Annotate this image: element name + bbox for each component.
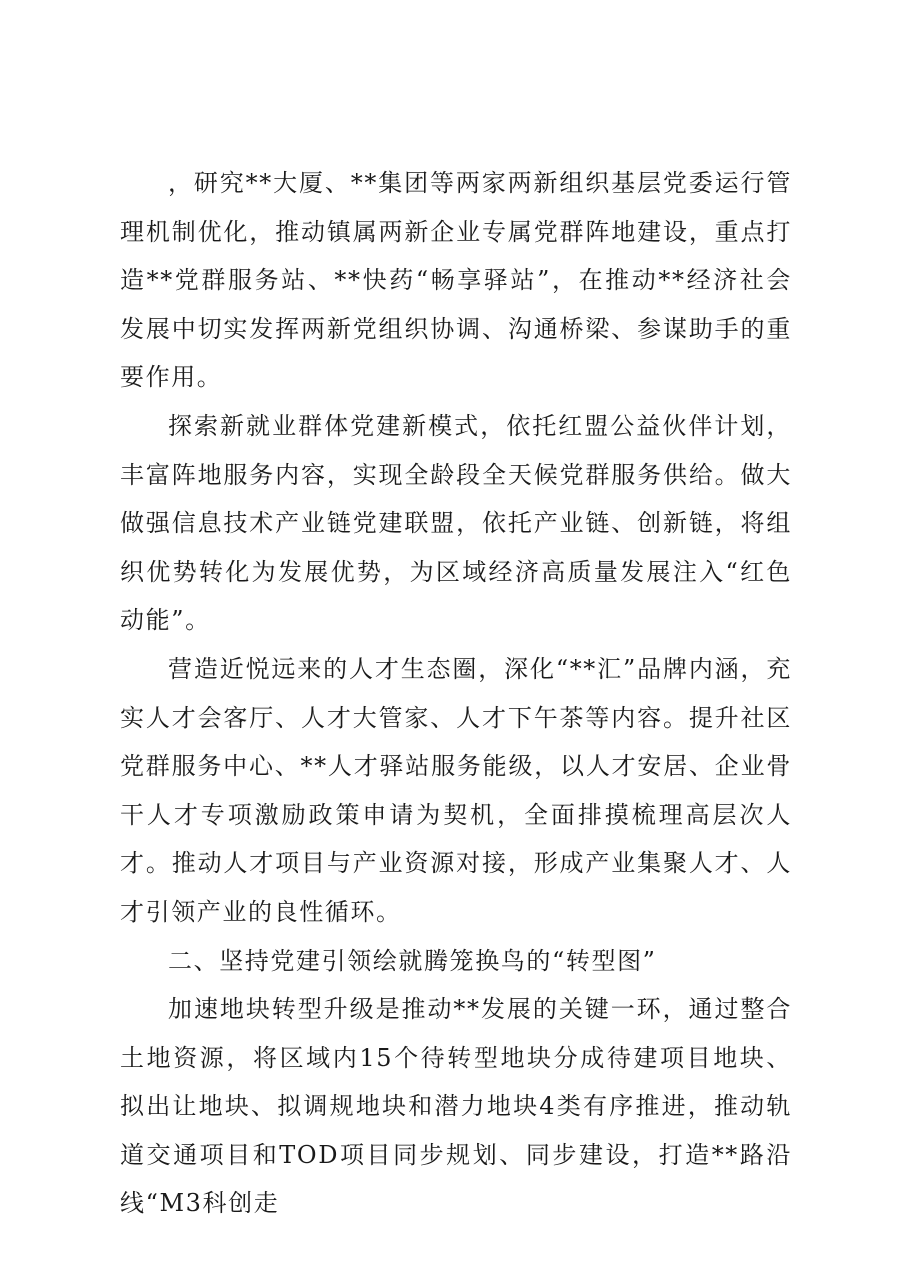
paragraph-talent-ecosystem: 营造近悦远来的人才生态圈，深化“**汇”品牌内涵，充实人才会客厅、人才大管家、人才下午茶等内容。提升社区党群服务中心、**人才驿站服务能级，以人才安居、企业骨干人才专项激励政策申请为契机，全面排摸梳理高层次人才。推动人才项目与产业资源对接，形成产业集聚人才、人才引领产业的良性循环。 — [120, 654, 792, 926]
paragraph-land-transformation: 加速地块转型升级是推动**发展的关键一环，通过整合土地资源，将区域内15个待转型地块分成待建项目地块、拟出让地块、拟调规地块和潜力地块4类有序推进，推动轨道交通项目和TOD项目同步规划、同步建设，打造**路沿线“M3科创走 — [120, 995, 792, 1218]
document-body — [120, 159, 792, 1228]
paragraph-party-organizations: ，研究**大厦、**集团等两家两新组织基层党委运行管理机制优化，推动镇属两新企业专属党群阵地建设，重点打造**党群服务站、**快药“畅享驿站”，在推动**经济社会发展中切实发挥两新党组织协调、沟通桥梁、参谋助手的重要作用。 — [120, 169, 792, 392]
section-heading: 二、坚持党建引领绘就腾笼换鸟的“转型图” — [168, 946, 657, 975]
paragraph-new-employment-groups: 探索新就业群体党建新模式，依托红盟公益伙伴计划，丰富阵地服务内容，实现全龄段全天候党群服务供给。做大做强信息技术产业链党建联盟，依托产业链、创新链，将组织优势转化为发展优势，为区域经济高质量发展注入“红色动能”。 — [120, 411, 792, 635]
